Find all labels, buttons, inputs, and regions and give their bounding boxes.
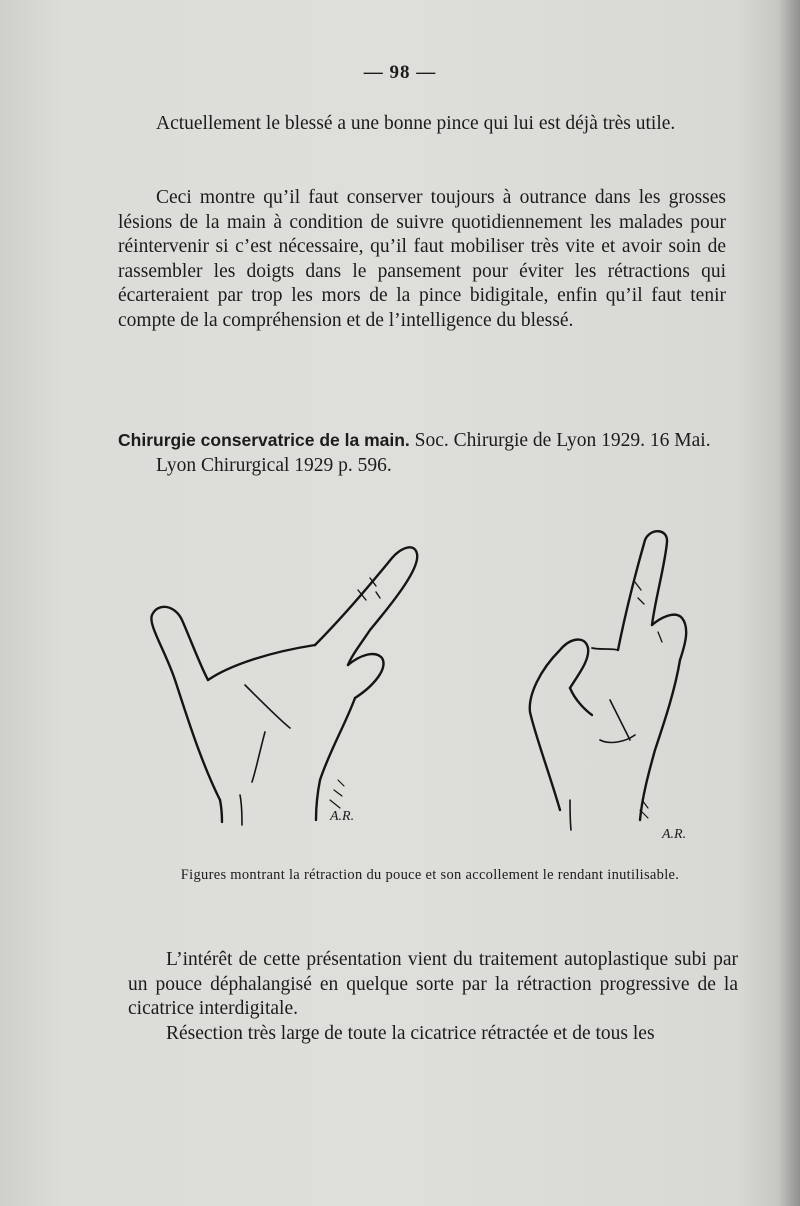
hand-drawings-svg [130, 520, 730, 860]
signature-left: A.R. [330, 809, 355, 824]
reference-source-line2: Lyon Chirurgical 1929 p. 596. [156, 454, 392, 476]
left-hand-drawing [151, 547, 417, 825]
paragraph-resection: Résection très large de toute la cicatrice rétractée et de tous les [166, 1023, 655, 1044]
reference-title: Chirurgie conservatrice de la main. [118, 430, 410, 450]
right-hand-drawing [530, 531, 686, 830]
page-number: — 98 — [363, 62, 437, 83]
figure-caption: Figures montrant la rétraction du pouce et son accollement le rendant inutilisable. [180, 867, 680, 883]
paragraph-result: Actuellement le blessé a une bonne pince qui lui est déjà très utile. [156, 113, 676, 134]
paragraph-conclusion: Ceci montre qu’il faut conserver toujours à outrance dans les grosses lésions de la main à condition de suivre quotidiennement les malades pour réintervenir si c’est nécessaire, qu’il faut mobiliser très vite et avoir soin de rassembler les doigts dans le pansement pour éviter les rétractions qui écarteraient par trop les mors de la pince bidigitale, enfin qu’il faut tenir compte de la compréhension et de l’intelligence du blessé. [118, 187, 726, 331]
reference-source-line1: Soc. Chirurgie de Lyon 1929. 16 Mai. [414, 430, 711, 451]
hand-illustrations [130, 520, 730, 860]
paragraph-interest: L’intérêt de cette présentation vient du traitement autoplastique subi par un pouce déphalangisé en quelque sorte par la rétraction progressive de la cicatrice interdigitale. [128, 949, 738, 1020]
page-shadow-edge [778, 0, 800, 1206]
signature-right: A.R. [662, 827, 687, 842]
bibliographic-reference [118, 428, 743, 478]
